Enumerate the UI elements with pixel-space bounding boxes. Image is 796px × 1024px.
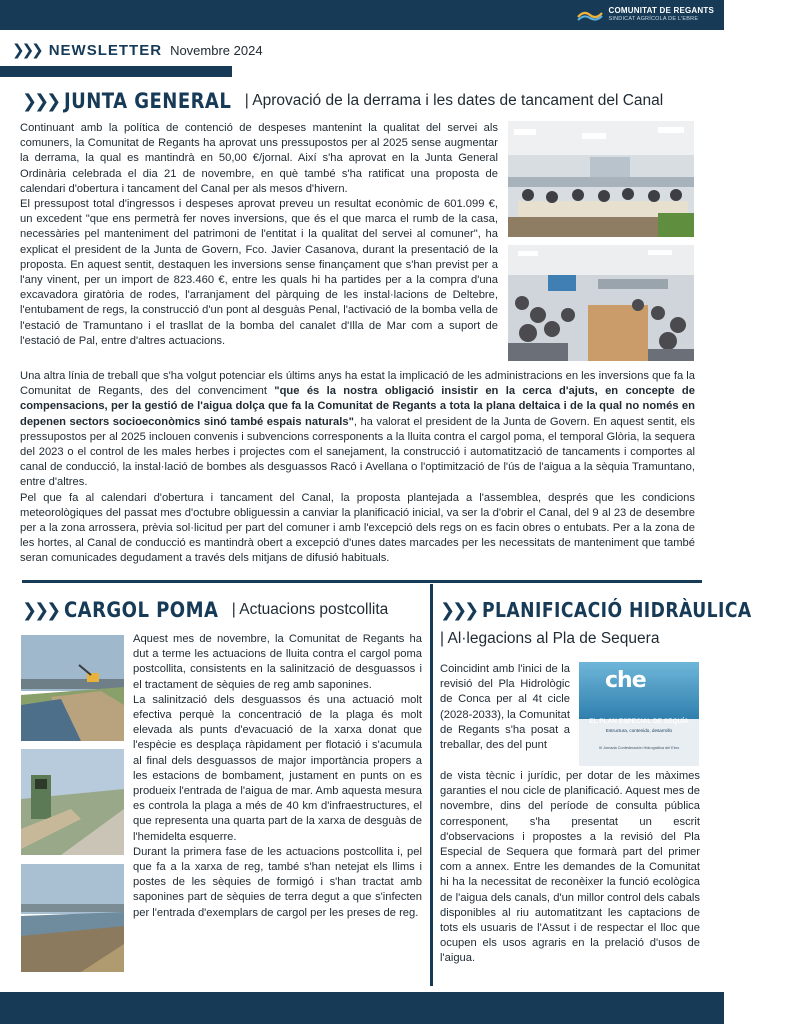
paragraph: La salinització dels desguassos és una actuació molt efectiva perquè la concentració de la plaga és molt elevada als punts d'evacuació de la xarxa donat que l'espècie es desplaça ràpidament per flotació i s'acumula al final dels desguassos de major importància propers a les estacions de bombament, justament en punts on es produeix l'entrada de l'aigua de mar. Amb aquesta mesura es controla la plaga a més de 40 km d'infraestructures, el que representa una quarta part de la xarxa de desguàs de l'hemidelta esquerre. [133,693,422,843]
che-logo: che [605,668,646,693]
paragraph: Pel que fa al calendari d'obertura i tancament del Canal, la proposta plantejada a l'assemblea, després que les condicions meteorològiques del passat mes d'octubre obliguessin a canviar la planificació inicial, va ser la d'obrir el Canal, del 9 al 23 de desembre per a la zona arrossera, prèvia sol·licitud per part del comuner i amb l'excepció dels regs on es facin obres o entubats. Per a la zona de les hortes, al Canal de conducció es mantindrà obert a excepció d'unes dates marcades per les necessitats de manteniment que també seran comunicades degudament a través dels mitjans de difusió habituals. [20,491,695,565]
che-report-cover [579,662,699,766]
section-heading-junta [22,89,663,113]
newsletter-underline [0,66,232,77]
cover-caption: Estructura, contenido, desarrollo [605,728,673,733]
article-junta-body [20,369,695,567]
paragraph: de vista tècnic i jurídic, per dotar de les màximes garanties el nou cicle de planificació. Aquest mes de novembre, dins del període de consulta pública corresponent, s'ha presentat un escrit d'observacions i propostes a la revisió del Pla Especial de Sequera que formarà part del primer com a annex. Entre les demandes de la Comunitat hi ha la necessitat de reconèixer la funció ecològica de l'aigua dels canals, d'un millor control dels cabals disponibles al riu automatitzant les captacions de tots els usuaris de l'Assut i de respectar el lloc que ocupen els usos agraris en la prelació d'usos de l'aigua. [440,770,700,965]
article-planif-body [440,769,700,967]
section-heading-planif [440,598,796,622]
top-bar [0,0,724,30]
logo [577,4,714,26]
quote-bold: "que és la nostra obligació insistir en la cerca d'ajuts, en concepte de compensacions, per la gestió de l'aigua dolça que fa la Comunitat de Regants a tota la plana deltaica i de la qual no només en depenen sectors socioeconòmics sinó també espais naturals" [20,385,695,428]
article-cargol [133,632,422,921]
paragraph: Aquest mes de novembre, la Comunitat de Regants ha dut a terme les actuacions de lluita contra el cargol poma postcollita, consistents en la salinització de desguassos i el tractament de sèquies de reg amb saponines. [133,633,422,691]
logo-title: COMUNITAT DE REGANTS [608,6,714,16]
section-keyword: PLANIFICACIÓ HIDRÀULICA [482,598,752,622]
logo-wave-icon [577,7,603,23]
paragraph: Coincidint amb l'inici de la revisió del Pla Hidrològic de Conca per al 4t cicle (2028-2033), la Comunitat de Regants s'ha posat a treballar, des del punt [440,663,570,752]
section-divider [22,580,702,583]
bottom-bar [0,992,724,1024]
photo-canal-excavator [21,635,124,741]
text-run: Una altra línia de treball que s'ha volgut potenciar els últims anys ha estat la implicació de les administracions en les inversions que fa la Comunitat de Regants, des del convenciment [20,370,695,398]
article-planif-intro [440,662,570,753]
paragraph: El pressupost total d'ingressos i despeses aprovat preveu un resultat econòmic de 601.099 €, un excedent "que ens permetrà fer noves inversions, que és el que marca el rumb de la casa, necessàries pel manteniment del patrimoni de l'entitat i la qualitat del servei al comuner", ha explicat el president de la Junta de Govern, Fco. Javier Casanova, durant la presentació de la proposta. En aquest sentit, destaquen les inversions sense finançament que s'han previst per a l'any vinent, per un import de 823.460 €, entre les quals hi ha partides per a la compra d'una excavadora giratòria de rodes, l'arranjament del pàrquing de les instal·lacions de Deltebre, l'entubament de regs, la construcció d'un pont al desguàs Penal, l'activació de la bomba vella de l'estació de Tramuntano i el trasllat de la bomba del canalet d'Illa de Mar com a suport de l'estació de Pal, entre d'altres actuacions. [20,198,498,347]
paragraph: Durant la primera fase de les actuacions postcollita i, pel que fa a la xarxa de reg, també s'han netejat els llims i postes de les sèquies de formigó i s'han tractat amb saponines part de sèquies de terra degut a que s'infecten per l'entrada d'exemplars de cargol per les preses de reg. [133,845,422,919]
triple-chevron-icon: ❯❯❯ [12,41,41,59]
triple-chevron-icon: ❯❯❯ [22,90,59,112]
text-run: , ha valorat el president de la Junta de Govern. En aquest sentit, els pressupostos per al 2025 inclouen convenis i subvencions corresponents a la lluita contra el cargol poma, el temporal Glòria, la sequera del 2023 o el control de les males herbes i projectes com el sanejament, la construcció i automatització de tancaments i comportes al canal de conducció, la instal·lació de bombes als desguassos Racó i Avellana o l'optimització de l'ús de l'aigua a la sèquia Tramuntano, entre d'altres. [20,415,695,489]
triple-chevron-icon: ❯❯❯ [440,599,477,621]
photo-assembly-hall [508,121,694,237]
newsletter-header [12,40,263,60]
paragraph [20,369,695,491]
section-subheading-planif [440,628,659,650]
paragraph: Continuant amb la política de contenció de despeses mantenint la qualitat del servei als comuners, la Comunitat de Regants ha aprovat uns pressupostos per al 2025 sense augmentar la derrama, la qual es mantindrà en 50,00 €/jornal. Així s'ha aprovat en la Junta General Ordinària celebrada el dia 21 de novembre, en què també s'ha ratificat una proposta de calendari d'obertura i tancament del Canal per als mesos d'hivern. [20,122,498,195]
cover-footer: III Jornada Confederación Hidrográfica del Ebro [598,746,680,750]
article-junta-intro [20,121,498,349]
column-divider [430,584,433,986]
section-subtitle: | Al·legacions al Pla de Sequera [440,630,660,647]
section-heading-cargol [22,598,388,622]
section-subtitle: | Aprovació de la derrama i les dates de tancament del Canal [244,92,664,109]
section-keyword: JUNTA GENERAL [64,89,232,113]
logo-subtitle: SINDICAT AGRÍCOLA DE L'EBRE [608,16,699,23]
newsletter-month: Novembre 2024 [170,42,263,58]
photo-drainage-channel [21,864,124,972]
section-keyword: CARGOL POMA [64,598,219,622]
photo-pumping-station [21,749,124,855]
section-subtitle: | Actuacions postcollita [231,601,389,618]
triple-chevron-icon: ❯❯❯ [22,599,59,621]
photo-assembly-audience [508,245,694,361]
cover-title: EL PLAN ESPECIAL DE SEQUÍA [589,718,689,725]
newsletter-label: NEWSLETTER [48,41,163,59]
